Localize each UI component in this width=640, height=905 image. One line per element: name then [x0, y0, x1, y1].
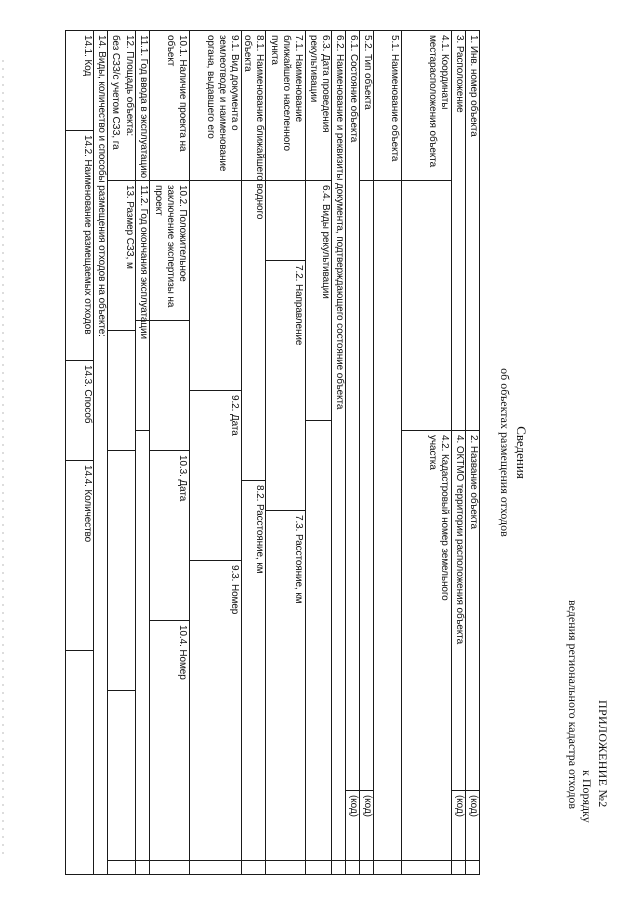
field-inventory-number: 1. Инв. номер объекта	[468, 35, 479, 137]
column-separator	[150, 620, 190, 621]
field-expertise-date: 10.3. Дата	[177, 455, 188, 502]
field-land-document: 9.1. Вид документа о землеотводе и наименование органа, выдавшего его	[205, 35, 240, 172]
row-separator	[135, 30, 136, 875]
field-nearest-water: 8.1. Наименование ближайшего водного объекта	[242, 35, 265, 220]
column-waste-method: 14.3. Способ	[82, 365, 93, 424]
field-coordinates: 4.1. Координаты местарасположения объекта	[427, 35, 450, 168]
row-separator	[373, 30, 374, 875]
row-separator	[149, 30, 150, 875]
field-oktmo: 4. ОКТМО территории расположения объекта	[454, 435, 465, 645]
field-state-document: 6.2. Наименование и реквизиты документа, подтверждающего состояние объекта	[334, 35, 345, 410]
field-name: 5.1. Наименование объекта	[389, 35, 400, 162]
column-separator	[66, 130, 94, 131]
field-expertise: 10.2. Положительное заключение экспертизы на проект	[153, 185, 188, 308]
scan-edge-noise	[0, 0, 6, 905]
row-separator	[465, 30, 466, 875]
field-location: 3. Расположение	[454, 35, 465, 113]
row-separator	[451, 30, 452, 875]
column-separator	[452, 790, 480, 791]
column-separator	[66, 360, 94, 361]
field-object-code: (код)	[468, 795, 479, 817]
field-area-units: без СЗЗ/с учетом СЗЗ, га	[110, 35, 121, 150]
page-title: Сведения	[514, 426, 529, 479]
column-separator	[190, 560, 242, 561]
column-separator	[136, 180, 150, 181]
field-land-date: 9.2. Дата	[229, 395, 240, 436]
table-border-bottom	[65, 30, 66, 875]
field-oktmo-code: (код)	[454, 795, 465, 817]
table-border-top	[479, 30, 480, 875]
table-border-left	[65, 30, 480, 31]
field-object-type: 5.2. Тип объекта	[362, 35, 373, 110]
field-object-state: 6.1. Состояние объекта	[348, 35, 359, 143]
column-separator	[360, 180, 402, 181]
column-separator	[452, 430, 480, 431]
appendix-title: ПРИЛОЖЕНИЕ №2	[596, 700, 610, 808]
column-separator	[150, 450, 190, 451]
row-separator	[265, 30, 266, 875]
column-separator	[150, 180, 190, 181]
field-area: 12. Площадь объекта:	[124, 35, 135, 137]
row-separator	[401, 30, 402, 875]
column-separator	[266, 510, 306, 511]
column-separator	[190, 390, 242, 391]
row-separator	[305, 30, 306, 875]
field-settlement-distance: 7.3. Расстояние, км	[293, 515, 304, 604]
field-closure-year: 11.2. Год окончания эксплуатации	[138, 185, 149, 339]
column-separator	[108, 450, 136, 451]
field-expertise-number: 10.4. Номер	[177, 625, 188, 680]
column-separator	[266, 180, 306, 181]
column-separator	[108, 330, 136, 331]
row-separator	[331, 30, 332, 875]
column-separator	[402, 180, 452, 181]
column-waste-quantity: 14.4. Количество	[82, 465, 93, 543]
cadastre-form-table	[65, 30, 480, 875]
field-type-code: (код)	[362, 795, 373, 817]
field-direction: 7.2. Направление	[293, 265, 304, 346]
column-separator	[242, 480, 266, 481]
table-border-right	[65, 874, 480, 875]
column-separator	[66, 650, 94, 651]
field-reclamation-date: 6.3. Дата проведения рекультивации	[308, 35, 331, 133]
row-separator	[359, 30, 360, 875]
column-waste-code: 14.1. Код	[82, 35, 93, 77]
column-separator	[108, 690, 136, 691]
field-land-number: 9.3. Номер	[229, 565, 240, 615]
field-commission-year: 11.1. Год ввода в эксплуатацию	[138, 35, 149, 179]
column-separator	[150, 320, 190, 321]
row-separator	[189, 30, 190, 875]
column-separator	[108, 860, 480, 861]
row-separator	[93, 30, 94, 875]
field-object-name: 2. Название объекта	[468, 435, 479, 529]
appendix-line-2: ведения регионального кадастра отходов	[566, 600, 580, 810]
column-waste-name: 14.2. Наименование размещаемых отходов	[82, 135, 93, 335]
column-separator	[136, 430, 150, 431]
column-separator	[66, 460, 94, 461]
field-szz-size: 13. Размер СЗЗ, м	[124, 185, 135, 269]
column-separator	[108, 180, 136, 181]
column-separator	[266, 260, 306, 261]
field-reclamation-types: 6.4. Виды рекультивации	[320, 185, 331, 299]
appendix-line-1: к Порядку	[580, 770, 594, 823]
field-state-code: (код)	[348, 795, 359, 817]
column-separator	[346, 790, 374, 791]
column-separator	[306, 420, 332, 421]
column-separator	[402, 430, 452, 431]
column-separator	[306, 180, 332, 181]
field-waste-section: 14. Виды, количество и способы размещения отходов на объекте:	[96, 35, 107, 337]
field-water-distance: 8.2. Расстояние, км	[254, 485, 265, 574]
field-nearest-settlement: 7.1. Наименование ближайшего населенного пункта	[269, 35, 304, 151]
page-subtitle: об объектах размещения отходов	[498, 368, 512, 537]
field-project: 10.1. Наличие проекта на объект	[165, 35, 188, 152]
field-cadastral-number: 4.2. Кадастровый номер земельного участка	[427, 435, 450, 601]
row-separator	[345, 30, 346, 875]
row-separator	[107, 30, 108, 875]
